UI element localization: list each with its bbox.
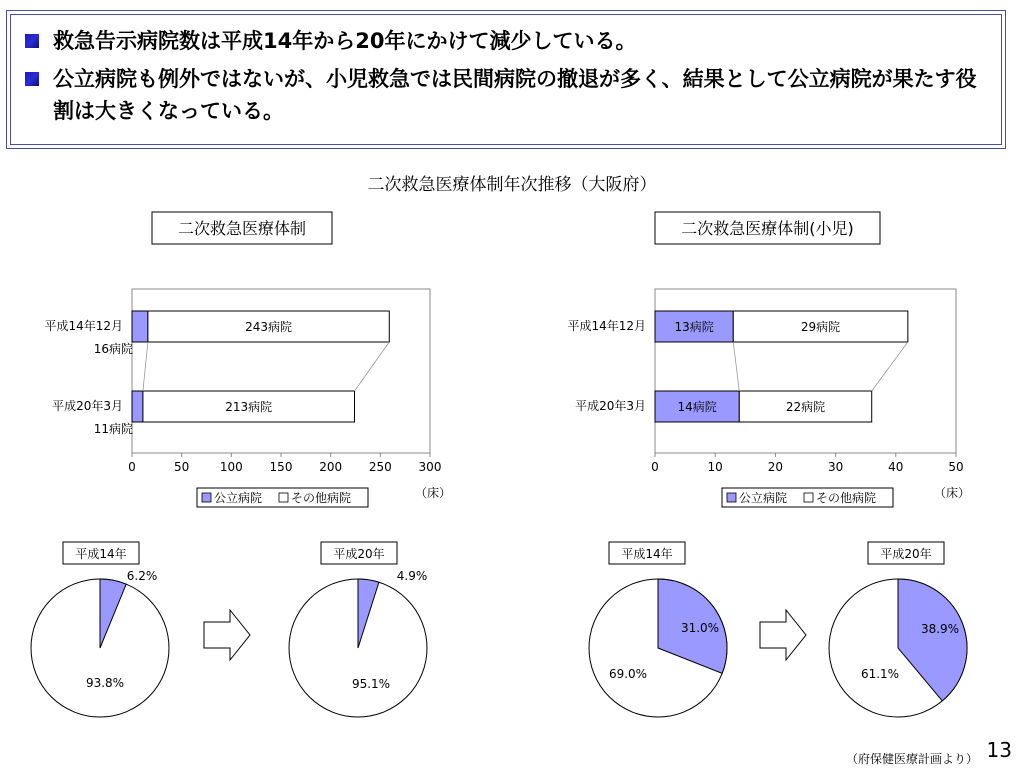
x-tick-label: 300 xyxy=(418,460,442,474)
x-tick-label: 10 xyxy=(707,460,723,474)
chart-title: 二次救急医療体制 xyxy=(177,219,307,238)
pie-title: 平成14年 xyxy=(75,547,127,561)
bar-public xyxy=(132,311,148,342)
x-tick-label: 150 xyxy=(269,460,293,474)
right-arrow-icon xyxy=(204,610,250,660)
bar-label-public: 13病院 xyxy=(674,320,714,334)
legend-swatch-public xyxy=(727,493,736,502)
series-connector xyxy=(872,342,908,391)
legend-label-public: 公立病院 xyxy=(214,491,263,505)
x-tick-label: 50 xyxy=(174,460,190,474)
bar-label-other: 243病院 xyxy=(245,320,293,334)
x-tick-label: 50 xyxy=(948,460,964,474)
x-tick-label: 0 xyxy=(128,460,136,474)
legend-swatch-public xyxy=(202,493,211,502)
x-tick-label: 100 xyxy=(219,460,243,474)
bar-public xyxy=(132,391,143,422)
pie-label-other: 69.0% xyxy=(608,667,648,681)
bar-label-other: 29病院 xyxy=(800,320,841,334)
pie-title: 平成14年 xyxy=(621,547,673,561)
pie-label-public: 6.2% xyxy=(126,569,158,583)
legend-swatch-other xyxy=(279,493,288,502)
page-title: 二次救急医療体制年次推移（大阪府） xyxy=(367,175,657,195)
category-label: 平成20年3月 xyxy=(52,399,123,413)
category-label: 平成20年3月 xyxy=(575,399,646,413)
category-label: 平成14年12月 xyxy=(567,319,646,333)
unit-label: （床） xyxy=(414,486,452,500)
source-note: （府保健医療計画より） xyxy=(845,752,978,766)
series-connector xyxy=(733,342,739,391)
x-tick-label: 200 xyxy=(319,460,343,474)
legend-label-other: その他病院 xyxy=(291,491,352,505)
pie-label-other: 61.1% xyxy=(860,667,900,681)
pie-title: 平成20年 xyxy=(880,547,932,561)
bar-label-other: 213病院 xyxy=(225,400,273,414)
pie-title: 平成20年 xyxy=(333,547,385,561)
x-tick-label: 20 xyxy=(767,460,784,474)
legend-label-public: 公立病院 xyxy=(739,491,788,505)
unit-label: （床） xyxy=(933,486,971,500)
pie-label-other: 93.8% xyxy=(85,676,125,690)
x-tick-label: 40 xyxy=(888,460,904,474)
summary-text-1: 救急告示病院数は平成14年から20年にかけて減少している。 xyxy=(53,29,637,53)
bar-label-other: 22病院 xyxy=(785,400,826,414)
pie-label-other: 95.1% xyxy=(351,677,391,691)
pie-label-public: 38.9% xyxy=(920,622,960,636)
bar-label-public: 14病院 xyxy=(677,400,717,414)
legend-label-other: その他病院 xyxy=(816,491,877,505)
bar-label-public: 11病院 xyxy=(93,422,133,436)
series-connector xyxy=(143,342,148,391)
x-tick-label: 30 xyxy=(827,460,844,474)
series-connector xyxy=(355,342,390,391)
legend-swatch-other xyxy=(804,493,813,502)
x-tick-label: 250 xyxy=(368,460,392,474)
summary-text-2: 公立病院も例外ではないが、小児救急では民間病院の撤退が多く、結果として公立病院が果たす役割は大きくなっている。 xyxy=(53,67,977,123)
pie-label-public: 4.9% xyxy=(396,569,428,583)
category-label: 平成14年12月 xyxy=(44,319,123,333)
pie-label-public: 31.0% xyxy=(680,621,720,635)
right-arrow-icon xyxy=(760,610,806,660)
chart-title: 二次救急医療体制(小児) xyxy=(681,219,854,238)
bar-label-public: 16病院 xyxy=(93,342,133,356)
x-tick-label: 0 xyxy=(651,460,659,474)
page-number: 13 xyxy=(986,738,1012,762)
